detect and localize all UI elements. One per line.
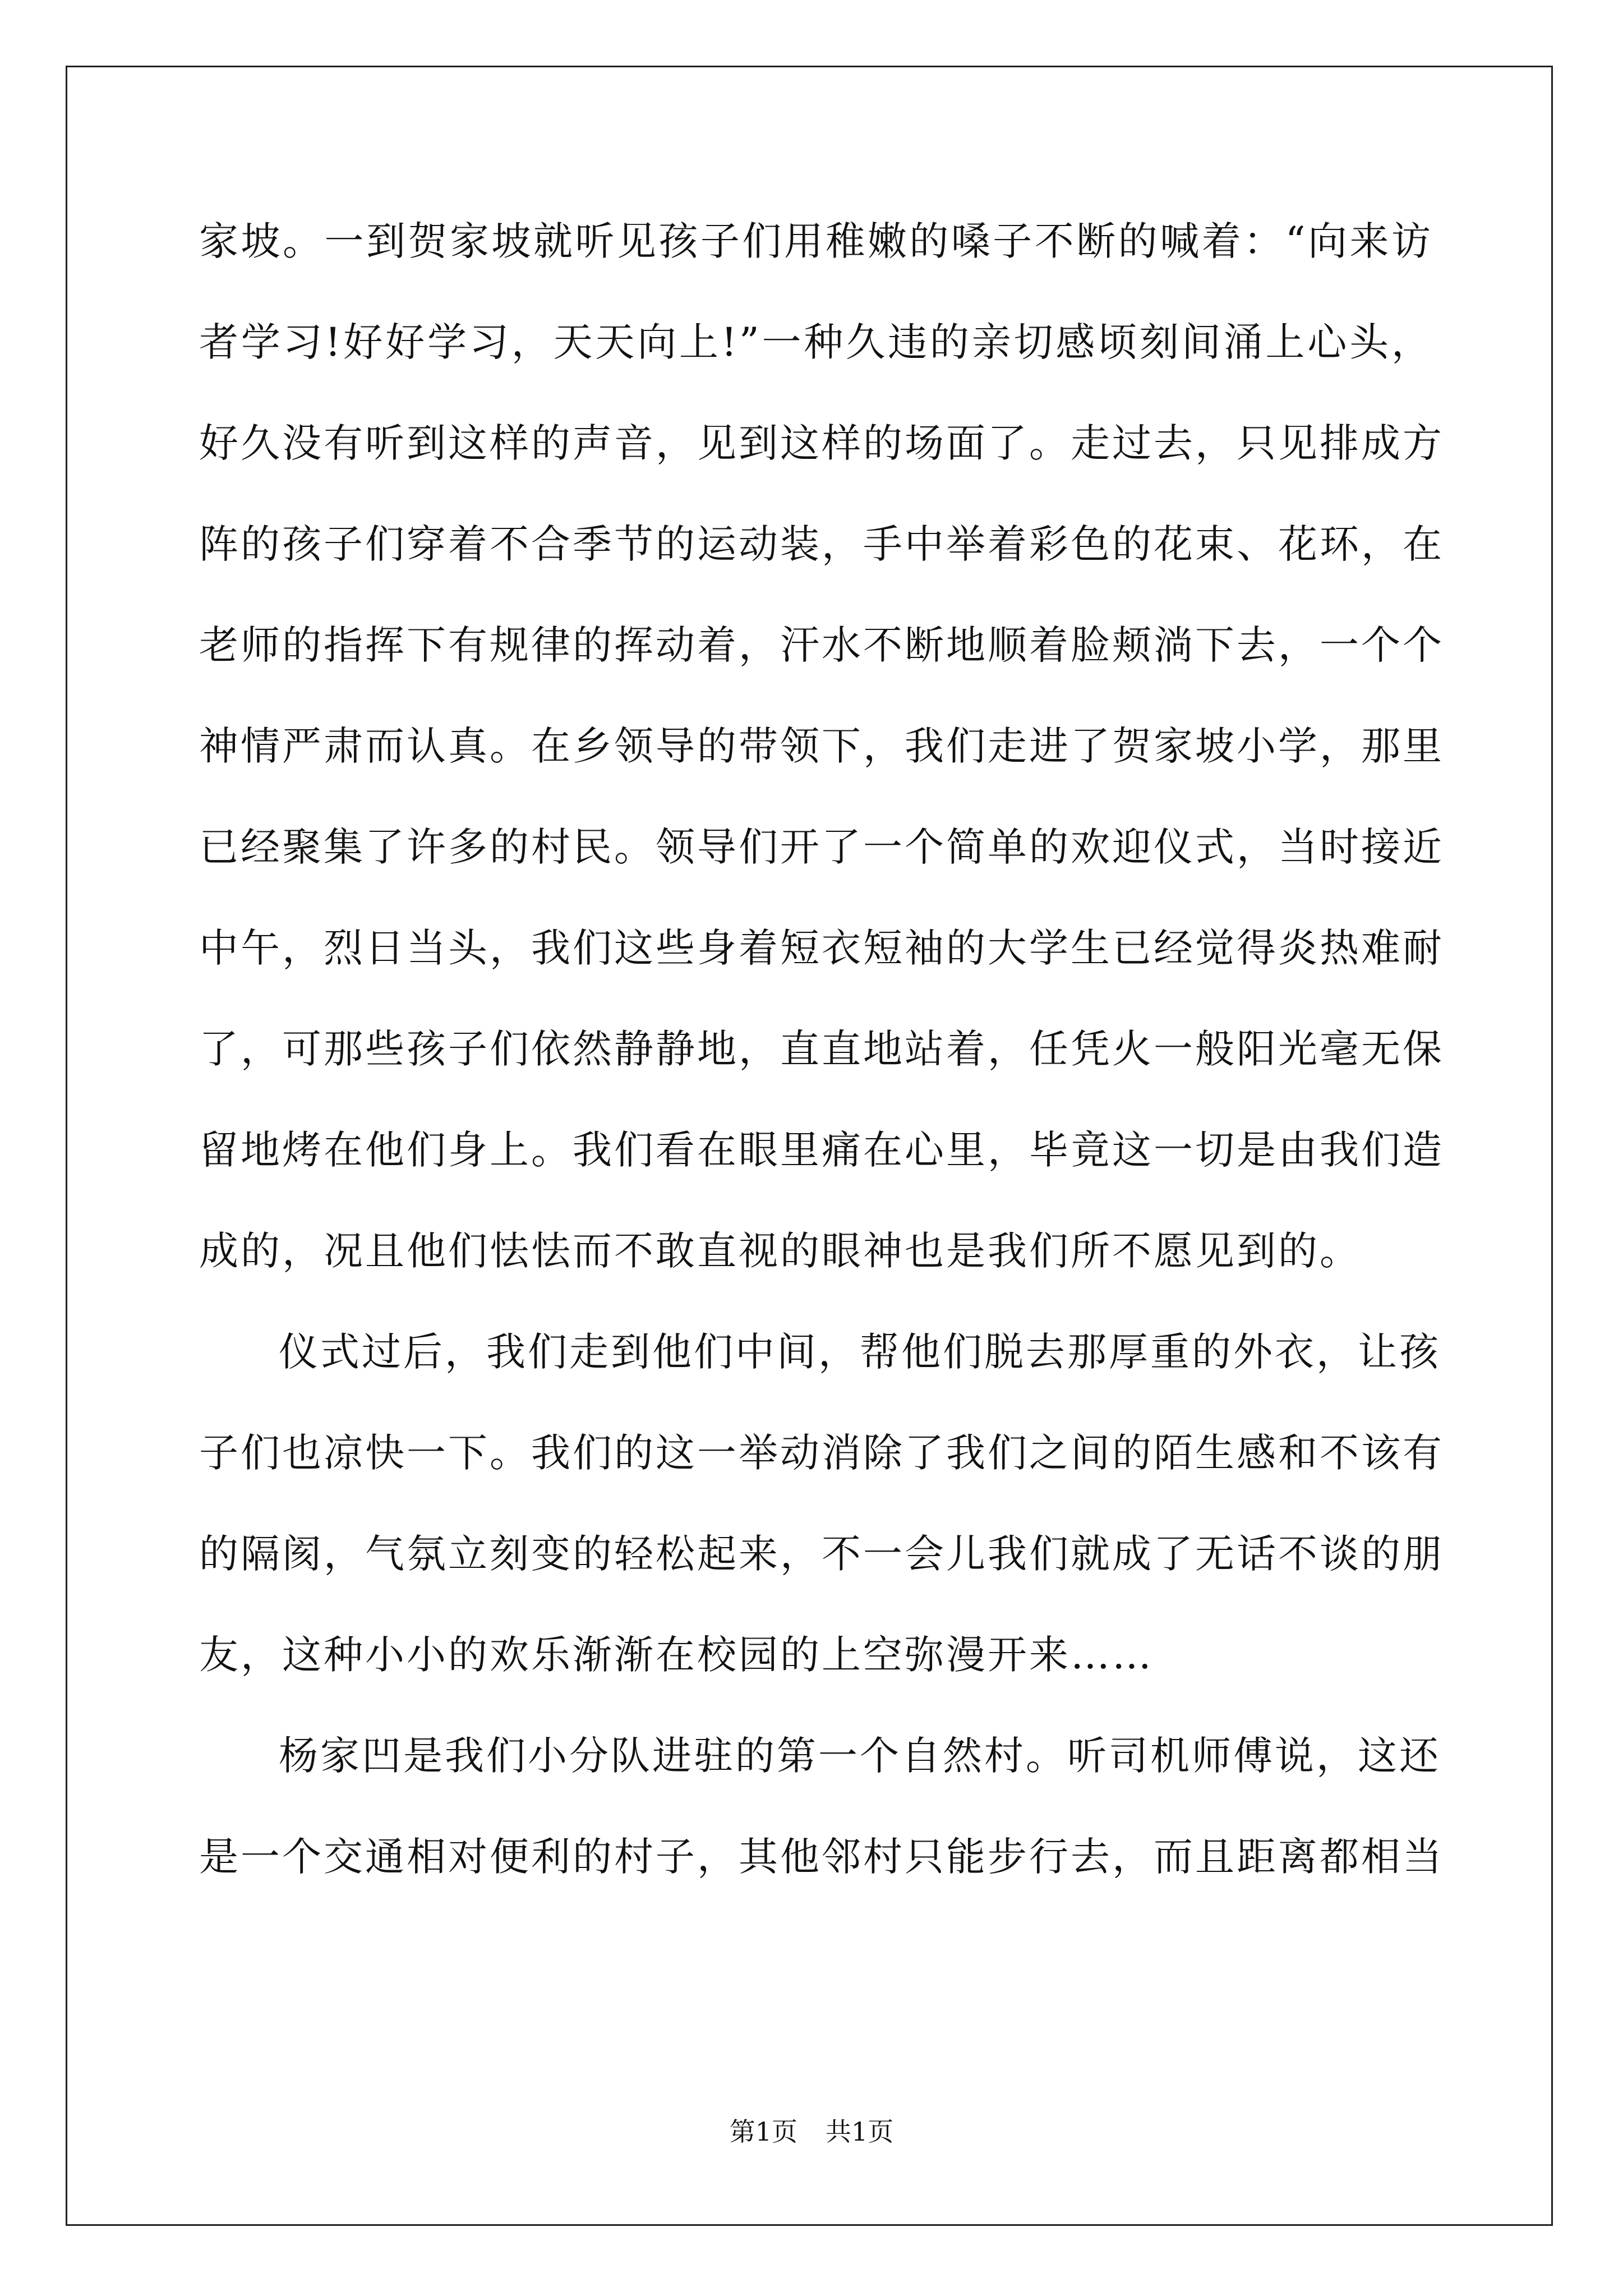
text-line: 家坡。一到贺家坡就听见孩子们用稚嫩的嗓子不断的喊着：“向来访 xyxy=(199,218,1433,264)
text-line: 友，这种小小的欢乐渐渐在校园的上空弥漫开来…… xyxy=(199,1632,1154,1678)
text-line: 成的，况且他们怯怯而不敢直视的眼神也是我们所不愿见到的。 xyxy=(199,1228,1361,1274)
text-line: 是一个交通相对便利的村子，其他邻村只能步行去，而且距离都相当 xyxy=(199,1834,1444,1880)
text-line: 者学习!好好学习，天天向上!”一种久违的亲切感顷刻间涌上心头， xyxy=(199,319,1433,365)
document-body xyxy=(199,216,1444,1932)
text-line: 好久没有听到这样的声音，见到这样的场面了。走过去，只见排成方 xyxy=(199,420,1444,466)
text-line: 阵的孩子们穿着不合季节的运动装，手中举着彩色的花束、花环，在 xyxy=(199,521,1444,567)
text-line: 仪式过后，我们走到他们中间，帮他们脱去那厚重的外衣，让孩 xyxy=(279,1329,1441,1375)
page-footer xyxy=(0,2115,1623,2148)
text-line: 老师的指挥下有规律的挥动着，汗水不断地顺着脸颊淌下去，一个个 xyxy=(199,622,1444,668)
text-line: 神情严肃而认真。在乡领导的带领下，我们走进了贺家坡小学，那里 xyxy=(199,723,1444,769)
page-total: 共1页 xyxy=(826,2116,894,2147)
text-line: 中午，烈日当头，我们这些身着短衣短袖的大学生已经觉得炎热难耐 xyxy=(199,925,1444,971)
text-line: 已经聚集了许多的村民。领导们开了一个简单的欢迎仪式，当时接近 xyxy=(199,824,1444,870)
page-number: 第1页 xyxy=(729,2116,797,2147)
text-line: 了，可那些孩子们依然静静地，直直地站着，任凭火一般阳光毫无保 xyxy=(199,1026,1444,1072)
text-line: 子们也凉快一下。我们的这一举动消除了我们之间的陌生感和不该有 xyxy=(199,1430,1444,1476)
text-line: 的隔阂，气氛立刻变的轻松起来，不一会儿我们就成了无话不谈的朋 xyxy=(199,1531,1444,1577)
text-line: 留地烤在他们身上。我们看在眼里痛在心里，毕竟这一切是由我们造 xyxy=(199,1127,1444,1173)
text-line: 杨家凹是我们小分队进驻的第一个自然村。听司机师傅说，这还 xyxy=(279,1733,1441,1779)
